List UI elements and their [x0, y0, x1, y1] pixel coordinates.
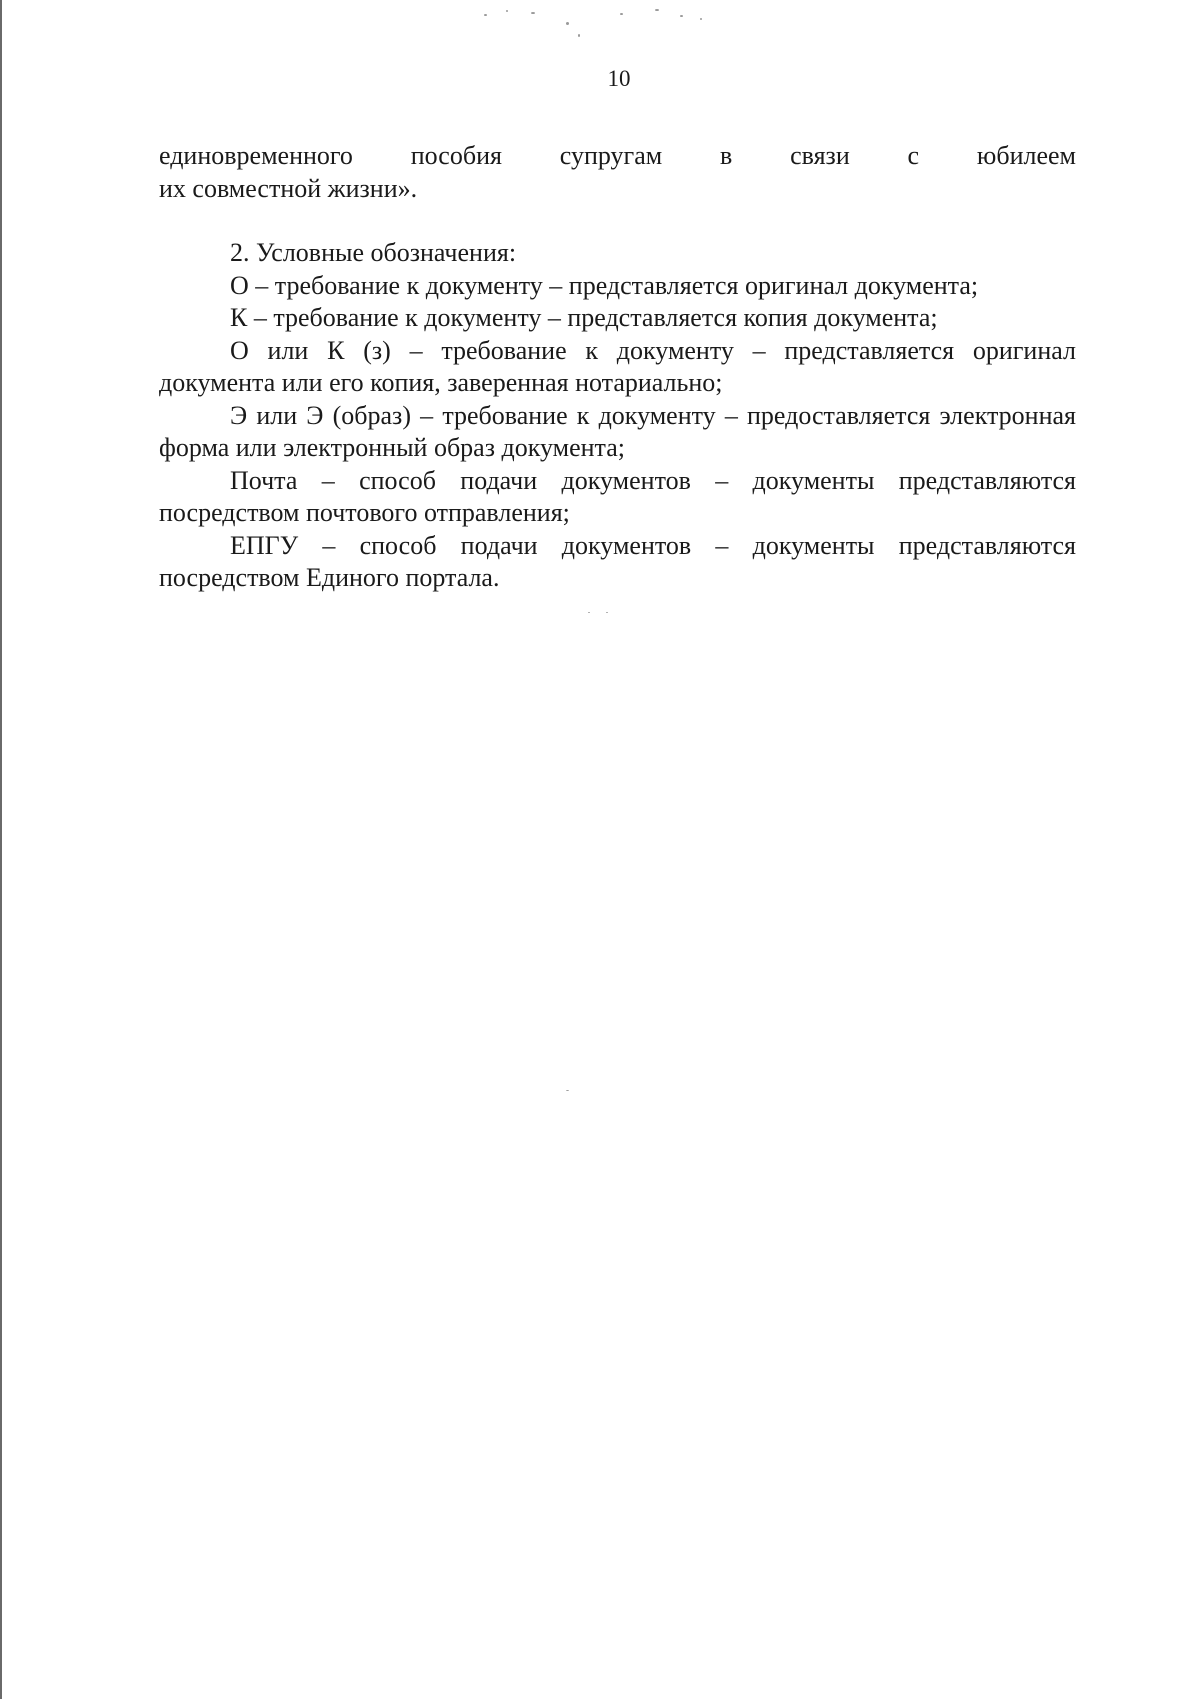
legend-item-original-or-certified-copy: О или К (з) – требование к документу – представляется оригинал документа или его копия, заверенная нотариально; [159, 335, 1076, 397]
intro-line-1: единовременного пособия супругам в связи с юбилеем [159, 141, 1076, 170]
paragraph-gap [159, 205, 1076, 237]
legend-heading: 2. Условные обозначения: [230, 238, 517, 267]
document-body [159, 140, 1076, 595]
legend-item-epgu: ЕПГУ – способ подачи документов – документы представляются посредством Единого портала. [159, 530, 1076, 592]
legend-item-copy: К – требование к документу – представляется копия документа; [230, 303, 938, 332]
legend-item-original: О – требование к документу – представляется оригинал документа; [230, 270, 979, 300]
legend-item-post: Почта – способ подачи документов – документы представляются посредством почтового отправления; [159, 465, 1076, 527]
scan-left-edge [0, 0, 2, 1699]
page-number: 10 [607, 66, 631, 91]
intro-line-2: их совместной жизни». [159, 173, 418, 203]
legend-item-electronic: Э или Э (образ) – требование к документу – предоставляется электронная форма или электронный образ документа; [159, 400, 1076, 462]
